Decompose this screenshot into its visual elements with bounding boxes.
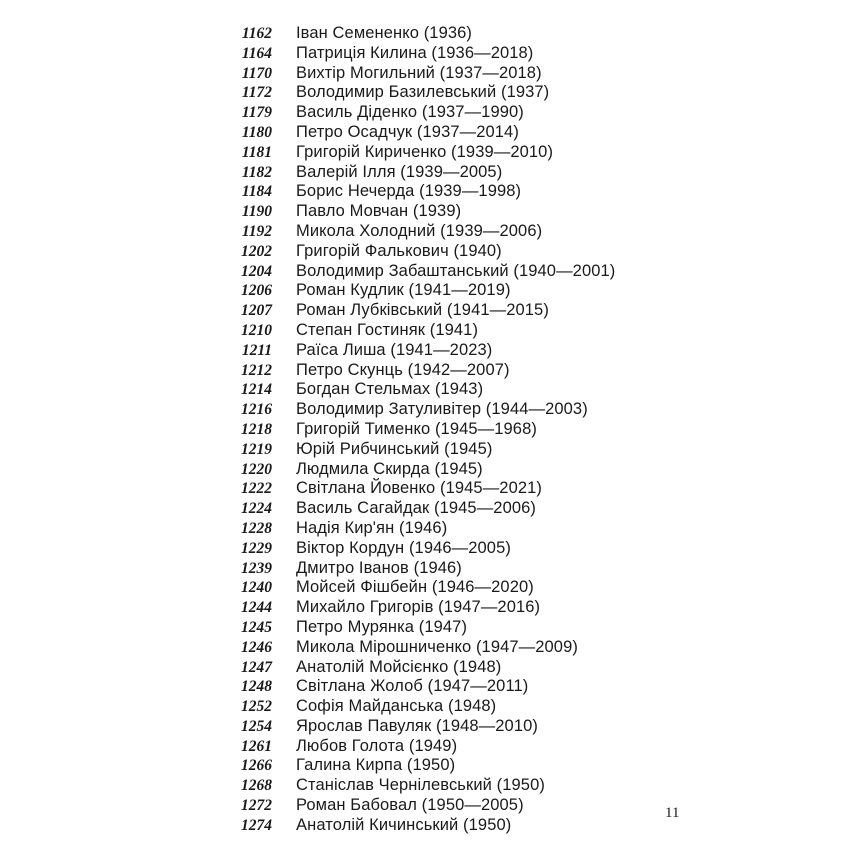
toc-page-number: 1248 — [241, 678, 272, 696]
toc-page-number: 1228 — [241, 519, 272, 537]
toc-author-name: Валерій Ілля (1939—2005) — [296, 162, 503, 181]
toc-author-name: Роман Кудлик (1941—2019) — [296, 281, 511, 300]
toc-entry — [228, 202, 615, 222]
toc-entry — [228, 380, 615, 400]
toc-page-number: 1222 — [241, 480, 272, 498]
toc-entry — [228, 182, 615, 202]
toc-author-name: Дмитро Іванов (1946) — [296, 558, 462, 577]
toc-author-name: Павло Мовчан (1939) — [296, 202, 462, 221]
toc-entry — [228, 440, 615, 460]
toc-author-name: Людмила Скирда (1945) — [296, 459, 483, 478]
toc-author-name: Любов Голота (1949) — [296, 736, 458, 755]
toc-page-number: 1229 — [241, 539, 272, 557]
toc-entry — [228, 578, 615, 598]
toc-entry — [228, 658, 615, 678]
toc-page-number: 1192 — [241, 222, 272, 240]
toc-author-name: Петро Мурянка (1947) — [296, 617, 468, 636]
toc-entry — [228, 697, 615, 717]
toc-entry — [228, 83, 615, 103]
toc-author-name: Раїса Лиша (1941—2023) — [296, 340, 493, 359]
toc-entry — [228, 460, 615, 480]
toc-author-name: Юрій Рибчинський (1945) — [296, 439, 493, 458]
toc-entry — [228, 539, 615, 559]
toc-entry — [228, 618, 615, 638]
toc-entry — [228, 64, 615, 84]
toc-page-number: 1239 — [241, 559, 272, 577]
toc-author-name: Петро Скунць (1942—2007) — [296, 360, 510, 379]
toc-author-name: Степан Гостиняк (1941) — [296, 320, 479, 339]
toc-page-number: 1216 — [241, 401, 272, 419]
toc-entry — [228, 638, 615, 658]
toc-entry — [228, 479, 615, 499]
toc-entry — [228, 321, 615, 341]
toc-entry — [228, 420, 615, 440]
toc-author-name: Вихтір Могильний (1937—2018) — [296, 63, 542, 82]
toc-page-number: 1240 — [241, 579, 272, 597]
toc-page-number: 1274 — [241, 816, 272, 834]
toc-author-name: Григорій Кириченко (1939—2010) — [296, 142, 554, 161]
toc-page-number: 1254 — [241, 717, 272, 735]
toc-page-number: 1180 — [241, 123, 272, 141]
table-of-contents — [228, 24, 615, 836]
toc-author-name: Борис Нечерда (1939—1998) — [296, 182, 522, 201]
toc-author-name: Володимир Забаштанський (1940—2001) — [296, 261, 616, 280]
toc-author-name: Надія Кир'ян (1946) — [296, 518, 448, 537]
toc-page-number: 1170 — [241, 64, 272, 82]
toc-entry — [228, 24, 615, 44]
toc-page-number: 1206 — [241, 282, 272, 300]
toc-entry — [228, 598, 615, 618]
toc-page-number: 1202 — [241, 242, 272, 260]
page-number: 11 — [665, 805, 680, 821]
toc-entry — [228, 400, 615, 420]
toc-entry — [228, 796, 615, 816]
toc-author-name: Анатолій Мойсієнко (1948) — [296, 657, 502, 676]
toc-author-name: Володимир Затуливітер (1944—2003) — [296, 400, 588, 419]
toc-entry — [228, 361, 615, 381]
toc-author-name: Анатолій Кичинський (1950) — [296, 815, 512, 834]
toc-page-number: 1182 — [241, 163, 272, 181]
toc-entry — [228, 103, 615, 123]
toc-page-number: 1184 — [241, 183, 272, 201]
toc-author-name: Станіслав Чернілевський (1950) — [296, 776, 545, 795]
toc-author-name: Мойсей Фішбейн (1946—2020) — [296, 578, 534, 597]
toc-page-number: 1210 — [241, 321, 272, 339]
toc-author-name: Віктор Кордун (1946—2005) — [296, 538, 511, 557]
toc-page-number: 1272 — [241, 797, 272, 815]
toc-entry — [228, 519, 615, 539]
toc-page-number: 1207 — [241, 302, 272, 320]
toc-page-number: 1261 — [241, 737, 272, 755]
toc-page-number: 1244 — [241, 599, 272, 617]
toc-entry — [228, 222, 615, 242]
toc-author-name: Микола Мірошниченко (1947—2009) — [296, 637, 578, 656]
toc-author-name: Світлана Йовенко (1945—2021) — [296, 479, 542, 498]
toc-author-name: Микола Холодний (1939—2006) — [296, 221, 543, 240]
toc-entry — [228, 242, 615, 262]
toc-author-name: Світлана Жолоб (1947—2011) — [296, 677, 529, 696]
toc-page-number: 1179 — [241, 104, 272, 122]
toc-page-number: 1252 — [241, 698, 272, 716]
toc-author-name: Патриція Килина (1936—2018) — [296, 43, 534, 62]
toc-page-number: 1218 — [241, 420, 272, 438]
toc-page-number: 1162 — [241, 25, 272, 42]
toc-page-number: 1212 — [241, 361, 272, 379]
toc-author-name: Ярослав Павуляк (1948—2010) — [296, 716, 538, 735]
toc-author-name: Петро Осадчук (1937—2014) — [296, 122, 519, 141]
toc-entry — [228, 677, 615, 697]
toc-author-name: Богдан Стельмах (1943) — [296, 380, 484, 399]
toc-page-number: 1245 — [241, 618, 272, 636]
toc-entry — [228, 341, 615, 361]
toc-page-number: 1164 — [241, 44, 272, 62]
toc-entry — [228, 44, 615, 64]
toc-author-name: Василь Сагайдак (1945—2006) — [296, 499, 536, 518]
toc-author-name: Володимир Базилевський (1937) — [296, 83, 550, 102]
toc-author-name: Роман Лубківський (1941—2015) — [296, 301, 549, 320]
toc-author-name: Григорій Тименко (1945—1968) — [296, 419, 537, 438]
toc-author-name: Василь Діденко (1937—1990) — [296, 103, 524, 122]
toc-page-number: 1246 — [241, 638, 272, 656]
toc-author-name: Софія Майданська (1948) — [296, 697, 497, 716]
toc-page-number: 1224 — [241, 500, 272, 518]
toc-page-number: 1172 — [241, 84, 272, 102]
toc-entry — [228, 816, 615, 836]
toc-entry — [228, 737, 615, 757]
toc-entry — [228, 301, 615, 321]
toc-entry — [228, 143, 615, 163]
toc-page-number: 1214 — [241, 381, 272, 399]
toc-author-name: Іван Семененко (1936) — [296, 24, 473, 42]
toc-author-name: Григорій Фалькович (1940) — [296, 241, 502, 260]
toc-page-number: 1190 — [241, 203, 272, 221]
toc-author-name: Роман Бабовал (1950—2005) — [296, 796, 524, 815]
toc-author-name: Галина Кирпа (1950) — [296, 756, 456, 775]
toc-entry — [228, 163, 615, 183]
toc-page-number: 1211 — [241, 341, 272, 359]
toc-page-number: 1204 — [241, 262, 272, 280]
toc-entry — [228, 281, 615, 301]
toc-entry — [228, 717, 615, 737]
toc-author-name: Михайло Григорів (1947—2016) — [296, 598, 541, 617]
toc-page-number: 1220 — [241, 460, 272, 478]
toc-page-number: 1266 — [241, 757, 272, 775]
toc-entry — [228, 756, 615, 776]
toc-page-number: 1247 — [241, 658, 272, 676]
toc-entry — [228, 776, 615, 796]
toc-page-number: 1268 — [241, 777, 272, 795]
toc-entry — [228, 262, 615, 282]
toc-entry — [228, 499, 615, 519]
toc-entry — [228, 559, 615, 579]
toc-entry — [228, 123, 615, 143]
toc-page-number: 1181 — [241, 143, 272, 161]
toc-page-number: 1219 — [241, 440, 272, 458]
